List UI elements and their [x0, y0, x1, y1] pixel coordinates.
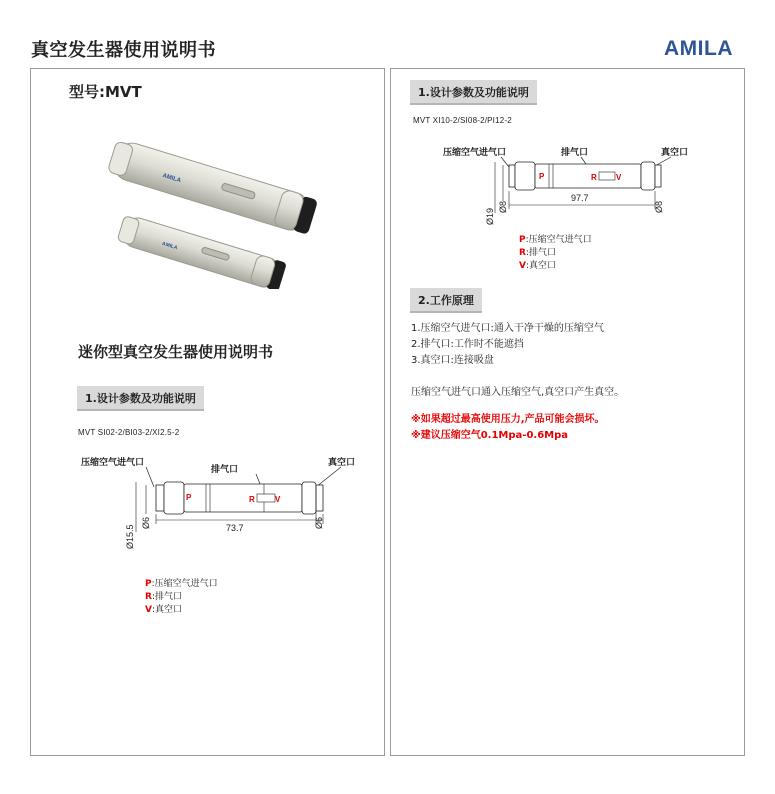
port-vac-label-right: 真空口 [661, 148, 689, 158]
section-design-params: 1.设计参数及功能说明 [77, 386, 204, 411]
mark-v: V [275, 495, 281, 504]
section-design-params-right: 1.设计参数及功能说明 [410, 80, 537, 105]
mark-v-right: V [616, 173, 622, 182]
model-title: 型号:MVT [69, 83, 142, 101]
brand-logo: AMILA [664, 37, 733, 60]
mark-p: P [186, 493, 192, 502]
principle-list [411, 321, 604, 369]
dia-in-right: Ø8 [498, 200, 508, 213]
legend-item-r-right: R:排气口 [519, 248, 556, 258]
dia-out: Ø6 [314, 516, 324, 529]
length-dim: 73.7 [226, 523, 244, 533]
warning-list [411, 412, 605, 444]
principle-item: 2.排气口:工作时不能遮挡 [411, 339, 524, 350]
dia-body-right: Ø19 [485, 207, 495, 225]
product-label-small: AMILA [161, 240, 179, 252]
port-exhaust-label: 排气口 [211, 465, 239, 475]
dimension-drawing-right [441, 143, 711, 233]
legend-item-p: P:压缩空气进气口 [145, 579, 218, 589]
warning-item: ※如果超过最高使用压力,产品可能会损坏。 [411, 414, 605, 425]
legend-item-p-right: P:压缩空气进气口 [519, 235, 592, 245]
legend-item-v: V:真空口 [145, 605, 183, 615]
document-title: 真空发生器使用说明书 [31, 40, 216, 61]
principle-item: 3.真空口:连接吸盘 [411, 355, 494, 366]
warning-item: ※建议压缩空气0.1Mpa-0.6Mpa [411, 430, 569, 441]
legend-right [519, 234, 592, 273]
mark-r-right: R [591, 173, 597, 182]
length-dim-right: 97.7 [571, 193, 589, 203]
mini-subtitle: 迷你型真空发生器使用说明书 [78, 343, 274, 361]
port-vac-label: 真空口 [328, 458, 356, 468]
dia-body: Ø15.5 [125, 524, 135, 549]
left-panel [30, 68, 385, 756]
mark-p-right: P [539, 172, 545, 181]
legend-item-r: R:排气口 [145, 592, 182, 602]
dimension-drawing [76, 454, 366, 559]
principle-summary: 压缩空气进气口通入压缩空气,真空口产生真空。 [411, 387, 625, 398]
product-photo [91, 129, 341, 289]
principle-item: 1.压缩空气进气口:通入干净干燥的压缩空气 [411, 323, 604, 334]
section-working-principle: 2.工作原理 [410, 288, 482, 313]
model-code: MVT SI02-2/BI03-2/XI2.5-2 [78, 428, 180, 437]
dia-in: Ø6 [141, 516, 151, 529]
dia-out-right: Ø8 [654, 200, 664, 213]
mark-r: R [249, 495, 255, 504]
port-in-label: 压缩空气进气口 [81, 458, 145, 468]
port-in-label-right: 压缩空气进气口 [443, 148, 507, 158]
port-exhaust-label-right: 排气口 [561, 148, 589, 158]
model-code-right: MVT XI10-2/SI08-2/PI12-2 [413, 116, 512, 125]
product-label: AMILA [161, 172, 182, 185]
legend [145, 578, 218, 617]
legend-item-v-right: V:真空口 [519, 261, 557, 271]
right-panel [390, 68, 745, 756]
